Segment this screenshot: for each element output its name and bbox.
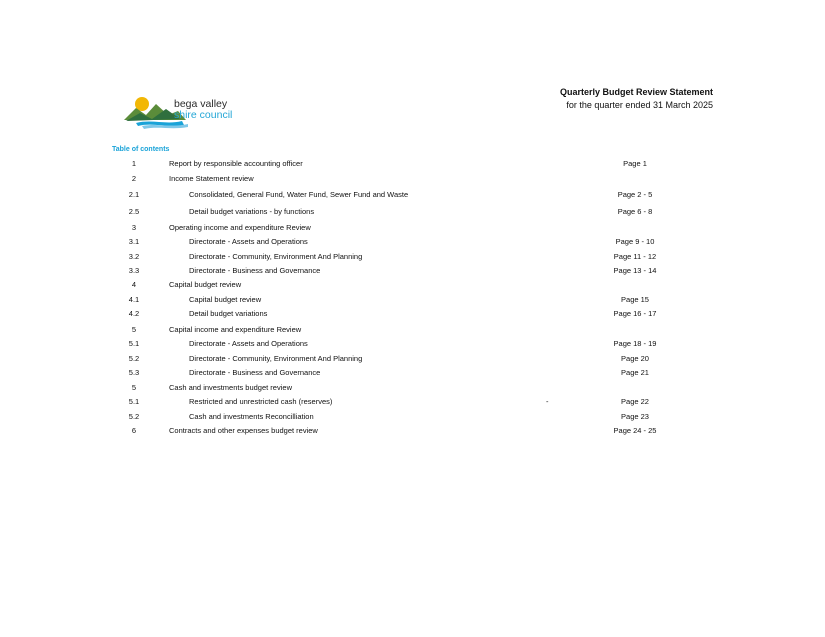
- toc-row-page: Page 1: [623, 159, 647, 168]
- logo-line-1: bega valley: [174, 98, 228, 110]
- toc-row: [0, 206, 825, 218]
- toc-row-title: Directorate - Business and Governance: [189, 368, 321, 377]
- toc-row-number: 3.1: [128, 237, 140, 246]
- toc-row-page: Page 23: [621, 412, 649, 421]
- toc-row-page: Page 24 - 25: [613, 426, 657, 435]
- toc-row-title: Capital budget review: [169, 280, 242, 289]
- toc-row-title: Report by responsible accounting officer: [169, 159, 303, 168]
- toc-row-title: Cash and investments Reconcilliation: [189, 412, 314, 421]
- toc-row: [0, 158, 825, 170]
- toc-row-number: 5.1: [128, 339, 140, 348]
- toc-row: [0, 367, 825, 379]
- toc-row-number: 4.2: [128, 309, 140, 318]
- toc-row: [0, 382, 825, 394]
- toc-row-page: Page 9 - 10: [615, 237, 655, 246]
- report-title: Quarterly Budget Review Statement: [559, 87, 713, 97]
- report-header: [560, 86, 713, 112]
- toc-row-page: Page 22: [621, 397, 649, 406]
- toc-row-title: Detail budget variations - by functions: [189, 207, 315, 216]
- toc-row-title: Income Statement review: [169, 174, 254, 183]
- toc-row-title: Detail budget variations: [189, 309, 268, 318]
- toc-row-page: Page 16 - 17: [613, 309, 657, 318]
- toc-row: [0, 338, 825, 350]
- toc-row: [0, 173, 825, 185]
- toc-row: [0, 279, 825, 291]
- toc-row-title: Cash and investments budget review: [169, 383, 292, 392]
- toc-row-number: 4: [131, 280, 137, 289]
- toc-row-page: Page 2 - 5: [617, 190, 653, 199]
- report-subtitle: for the quarter ended 31 March 2025: [566, 100, 713, 110]
- toc-row-page: Page 18 - 19: [613, 339, 657, 348]
- toc-row: [0, 411, 825, 423]
- toc-row-title: Directorate - Community, Environment And Planning: [189, 354, 363, 363]
- toc-row-number: 3.3: [128, 266, 140, 275]
- toc-row: [0, 425, 825, 437]
- toc-row: [0, 308, 825, 320]
- toc-row-number: 5: [131, 383, 137, 392]
- toc-row-number: 6: [131, 426, 137, 435]
- toc-row: [0, 222, 825, 234]
- toc-row: [0, 396, 825, 408]
- toc-row: [0, 251, 825, 263]
- logo-line-2: shire council: [174, 109, 233, 121]
- toc-row-number: 5.1: [128, 397, 140, 406]
- toc-row-number: 2.5: [128, 207, 140, 216]
- toc-row: [0, 265, 825, 277]
- toc-row: [0, 324, 825, 336]
- toc-row-page: Page 13 - 14: [613, 266, 657, 275]
- toc-row-title: Directorate - Assets and Operations: [189, 237, 308, 246]
- toc-row: [0, 236, 825, 248]
- toc-row-number: 5.2: [128, 412, 140, 421]
- toc-row-page: Page 15: [621, 295, 649, 304]
- toc-row: [0, 294, 825, 306]
- toc-row-title: Restricted and unrestricted cash (reserves): [189, 397, 333, 406]
- toc-row-number: 1: [131, 159, 137, 168]
- toc-row-number: 3.2: [128, 252, 140, 261]
- toc-heading: Table of contents: [112, 146, 170, 153]
- toc-row-number: 3: [131, 223, 137, 232]
- toc-row-title: Consolidated, General Fund, Water Fund, Sewer Fund and Waste: [189, 190, 409, 199]
- toc-row-number: 2: [131, 174, 137, 183]
- toc-row-title: Capital income and expenditure Review: [169, 325, 302, 334]
- toc-row-number: 5: [131, 325, 137, 334]
- toc-row: [0, 353, 825, 365]
- toc-row-title: Directorate - Business and Governance: [189, 266, 321, 275]
- toc-row-title: Directorate - Community, Environment And Planning: [189, 252, 363, 261]
- toc-row-title: Capital budget review: [189, 295, 262, 304]
- toc-row-number: 5.3: [128, 368, 140, 377]
- toc-row-number: 2.1: [128, 190, 140, 199]
- toc-row-page: Page 20: [621, 354, 649, 363]
- toc-row-page: Page 6 - 8: [617, 207, 653, 216]
- toc-row-title: Contracts and other expenses budget review: [169, 426, 318, 435]
- toc-row-number: 4.1: [128, 295, 140, 304]
- toc-row-title: Operating income and expenditure Review: [169, 223, 311, 232]
- toc-row: [0, 189, 825, 201]
- toc-row-number: 5.2: [128, 354, 140, 363]
- toc-row-dash: -: [546, 397, 549, 406]
- toc-row-page: Page 11 - 12: [613, 252, 657, 261]
- toc-row-page: Page 21: [621, 368, 649, 377]
- toc-row-title: Directorate - Assets and Operations: [189, 339, 308, 348]
